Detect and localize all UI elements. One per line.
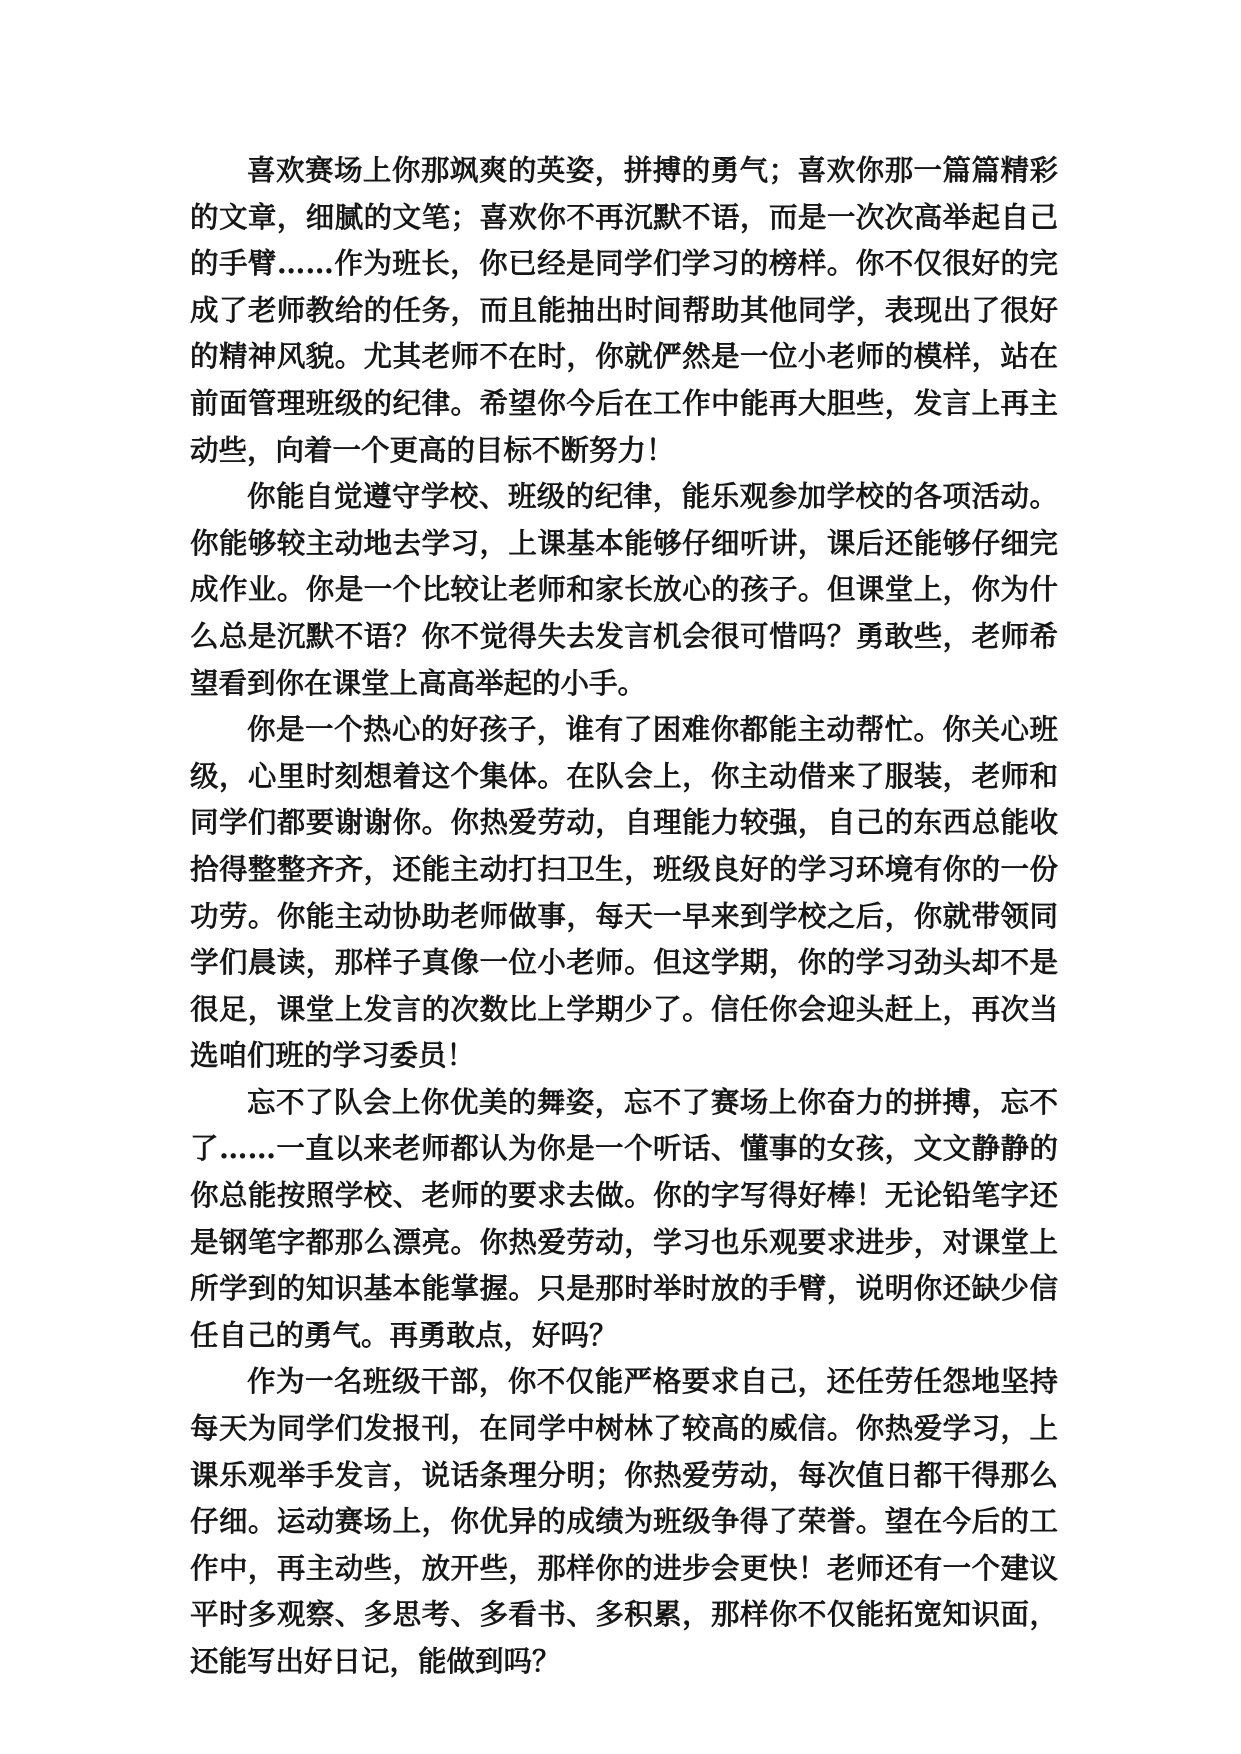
document-body (190, 147, 1058, 1685)
paragraph-1: 喜欢赛场上你那飒爽的英姿，拼搏的勇气；喜欢你那一篇篇精彩的文章，细腻的文笔；喜欢你不再沉默不语，而是一次次高举起自己的手臂……作为班长，你已经是同学们学习的榜样。你不仅很好的完成了老师教给的任务，而且能抽出时间帮助其他同学，表现出了很好的精神风貌。尤其老师不在时，你就俨然是一位小老师的模样，站在前面管理班级的纪律。希望你今后在工作中能再大胆些，发言上再主动些，向着一个更高的目标不断努力！ (190, 153, 1058, 467)
paragraph-3: 你是一个热心的好孩子，谁有了困难你都能主动帮忙。你关心班级，心里时刻想着这个集体。在队会上，你主动借来了服装，老师和同学们都要谢谢你。你热爱劳动，自理能力较强，自己的东西总能收拾得整整齐齐，还能主动打扫卫生，班级良好的学习环境有你的一份功劳。你能主动协助老师做事，每天一早来到学校之后，你就带领同学们晨读，那样子真像一位小老师。但这学期，你的学习劲头却不是很足，课堂上发言的次数比上学期少了。信任你会迎头赶上，再次当选咱们班的学习委员！ (190, 712, 1058, 1073)
paragraph-2: 你能自觉遵守学校、班级的纪律，能乐观参加学校的各项活动。你能够较主动地去学习，上课基本能够仔细听讲，课后还能够仔细完成作业。你是一个比较让老师和家长放心的孩子。但课堂上，你为什么总是沉默不语？你不觉得失去发言机会很可惜吗？勇敢些，老师希望看到你在课堂上高高举起的小手。 (190, 479, 1058, 700)
paragraph-5: 作为一名班级干部，你不仅能严格要求自己，还任劳任怨地坚持每天为同学们发报刊，在同学中树林了较高的威信。你热爱学习，上课乐观举手发言，说话条理分明；你热爱劳动，每次值日都干得那么仔细。运动赛场上，你优异的成绩为班级争得了荣誉。望在今后的工作中，再主动些，放开些，那样你的进步会更快！老师还有一个建议平时多观察、多思考、多看书、多积累，那样你不仅能拓宽知识面，还能写出好日记，能做到吗？ (190, 1364, 1058, 1678)
paragraph-4: 忘不了队会上你优美的舞姿，忘不了赛场上你奋力的拼搏，忘不了……一直以来老师都认为你是一个听话、懂事的女孩，文文静静的你总能按照学校、老师的要求去做。你的字写得好棒！无论铅笔字还是钢笔字都那么漂亮。你热爱劳动，学习也乐观要求进步，对课堂上所学到的知识基本能掌握。只是那时举时放的手臂，说明你还缺少信任自己的勇气。再勇敢点，好吗？ (190, 1084, 1058, 1352)
